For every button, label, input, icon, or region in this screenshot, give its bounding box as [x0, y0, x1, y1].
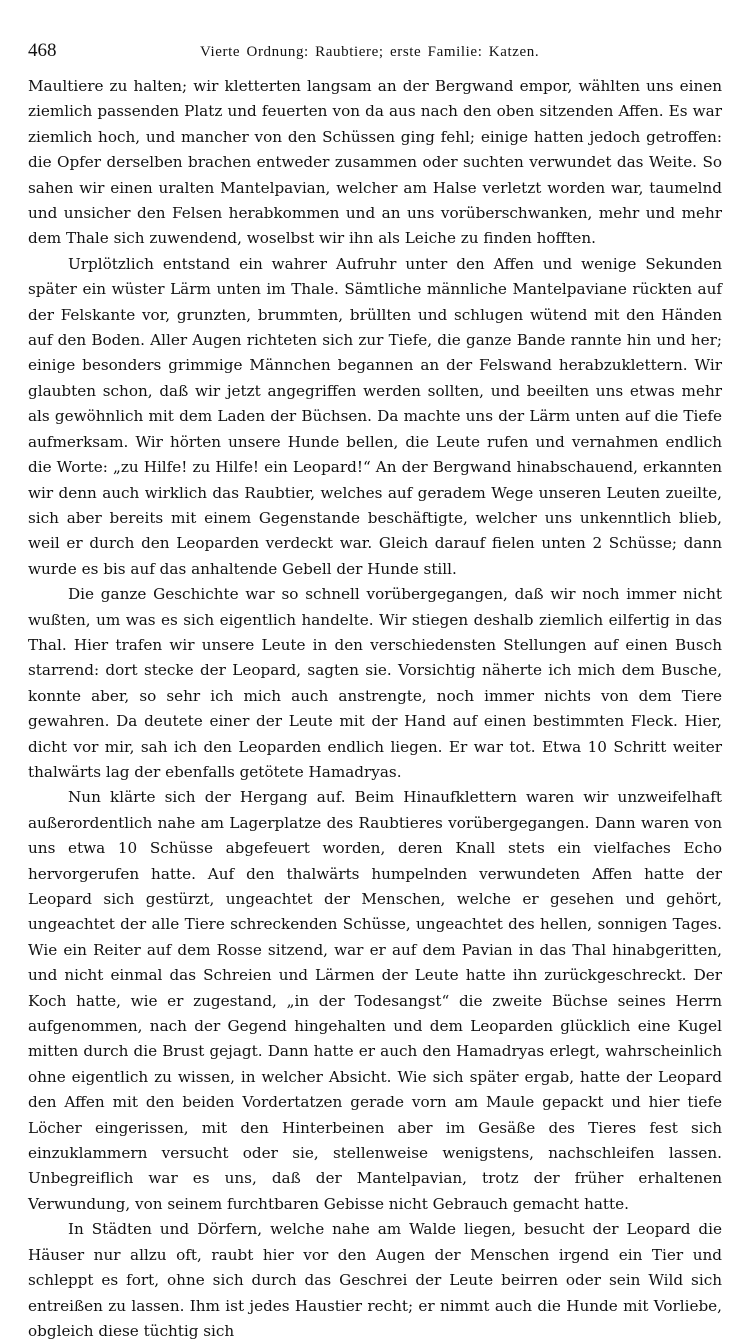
paragraph-uproar: Urplötzlich entstand ein wahrer Aufruhr unter den Affen und wenige Sekunden später ein wüster Lärm unten im Thale. Sämtliche männliche Mantelpaviane rückten auf der Felskante vor, grunzten, brummten, brüllten und schlugen wütend mit den Händen auf den Boden. Aller Augen richteten sich zur Tiefe, die ganze Bande rannte hin und her; einige besonders grimmige Männchen begannen an der Felswand herabzuklettern. Wir glaubten schon, daß wir jetzt angegriffen werden sollten, und beeilten uns etwas mehr als gewöhnlich mit dem Laden der Büchsen. Da machte uns der Lärm unten auf die Tiefe aufmerksam. Wir hörten unsere Hunde bellen, die Leute rufen und vernahmen endlich die Worte: „zu Hilfe! zu Hilfe! ein Leopard!“ An der Bergwand hinabschauend, erkannten wir denn auch wirklich das Raubtier, welches auf geradem Wege unseren Leuten zueilte, sich aber bereits mit einem Gegenstande beschäftigte, welcher uns unkenntlich blieb, weil er durch den Leoparden verdeckt war. Gleich darauf fielen unten 2 Schüsse; dann wurde es bis auf das anhaltende Gebell der Hunde still. — [28, 254, 722, 578]
page-number: 468 — [28, 40, 57, 61]
paragraph-villages: In Städten und Dörfern, welche nahe am Walde liegen, besucht der Leopard die Häuser nur allzu oft, raubt hier vor den Augen der Menschen irgend ein Tier und schleppt es fort, ohne sich durch das Geschrei der Leute beirren oder sein Wild sich entreißen zu lassen. Ihm ist jedes Haustier recht; er nimmt auch die Hunde mit Vorliebe, obgleich diese tüchtig sich — [28, 1220, 722, 1340]
paragraph-explanation: Nun klärte sich der Hergang auf. Beim Hinaufklettern waren wir unzweifelhaft außerordentlich nahe am Lagerplatze des Raubtieres vorübergegangen. Dann waren von uns etwa 10 Schüsse abgefeuert worden, deren Knall stets ein vielfaches Echo hervorgerufen hatte. Auf den thalwärts humpelnden verwundeten Affen hatte der Leopard sich gestürzt, ungeachtet der Menschen, welche er gesehen und gehört, ungeachtet der alle Tiere schreckenden Schüsse, ungeachtet des hellen, sonnigen Tages. Wie ein Reiter auf dem Rosse sitzend, war er auf dem Pavian in das Thal hinabgeritten, und nicht einmal das Schreien und Lärmen der Leute hatte ihn zurückgeschreckt. Der Koch hatte, wie er zugestand, „in der Todesangst“ die zweite Büchse seines Herrn aufgenommen, nach der Gegend hingehalten und dem Leoparden glücklich eine Kugel mitten durch die Brust gejagt. Dann hatte er auch den Hamadryas erlegt, wahrscheinlich ohne eigentlich zu wissen, in welcher Absicht. Wie sich später ergab, hatte der Leopard den Affen mit den beiden Vordertatzen gerade vorn am Maule gepackt und hier tiefe Löcher eingerissen, mit den Hinterbeinen aber im Gesäße des Tieres fest sich einzuklammern versucht oder sie, stellenweise wenigstens, nachschleifen lassen. Unbegreiflich war es uns, daß der Mantelpavian, trotz der früher erhaltenen Verwundung, von seinem furchtbaren Gebisse nicht Gebrauch gemacht hatte. — [28, 788, 722, 1213]
book-page — [28, 40, 722, 1344]
body-text — [28, 74, 722, 1344]
running-title: Vierte Ordnung: Raubtiere; erste Familie: Katzen. — [200, 44, 540, 60]
paragraph-continuation: Maultiere zu halten; wir kletterten langsam an der Bergwand empor, wählten uns einen ziemlich passenden Platz und feuerten von da aus nach den oben sitzenden Affen. Es war ziemlich hoch, und mancher von den Schüssen ging fehl; einige hatten jedoch getroffen: die Opfer derselben brachen entweder zusammen oder suchten verwundet das Weite. So sahen wir einen uralten Mantelpavian, welcher am Halse verletzt worden war, taumelnd und unsicher den Felsen herabkommen und an uns vorüberschwanken, mehr und mehr dem Thale sich zuwendend, woselbst wir ihn als Leiche zu finden hofften. — [28, 77, 722, 248]
running-header — [28, 40, 722, 70]
paragraph-descent: Die ganze Geschichte war so schnell vorübergegangen, daß wir noch immer nicht wußten, um was es sich eigentlich handelte. Wir stiegen deshalb ziemlich eilfertig in das Thal. Hier trafen wir unsere Leute in den verschiedensten Stellungen auf einen Busch starrend: dort stecke der Leopard, sagten sie. Vorsichtig näherte ich mich dem Busche, konnte aber, so sehr ich mich auch anstrengte, noch immer nichts von dem Tiere gewahren. Da deutete einer der Leute mit der Hand auf einen bestimmten Fleck. Hier, dicht vor mir, sah ich den Leoparden endlich liegen. Er war tot. Etwa 10 Schritt weiter thalwärts lag der ebenfalls getötete Hamadryas. — [28, 585, 722, 781]
